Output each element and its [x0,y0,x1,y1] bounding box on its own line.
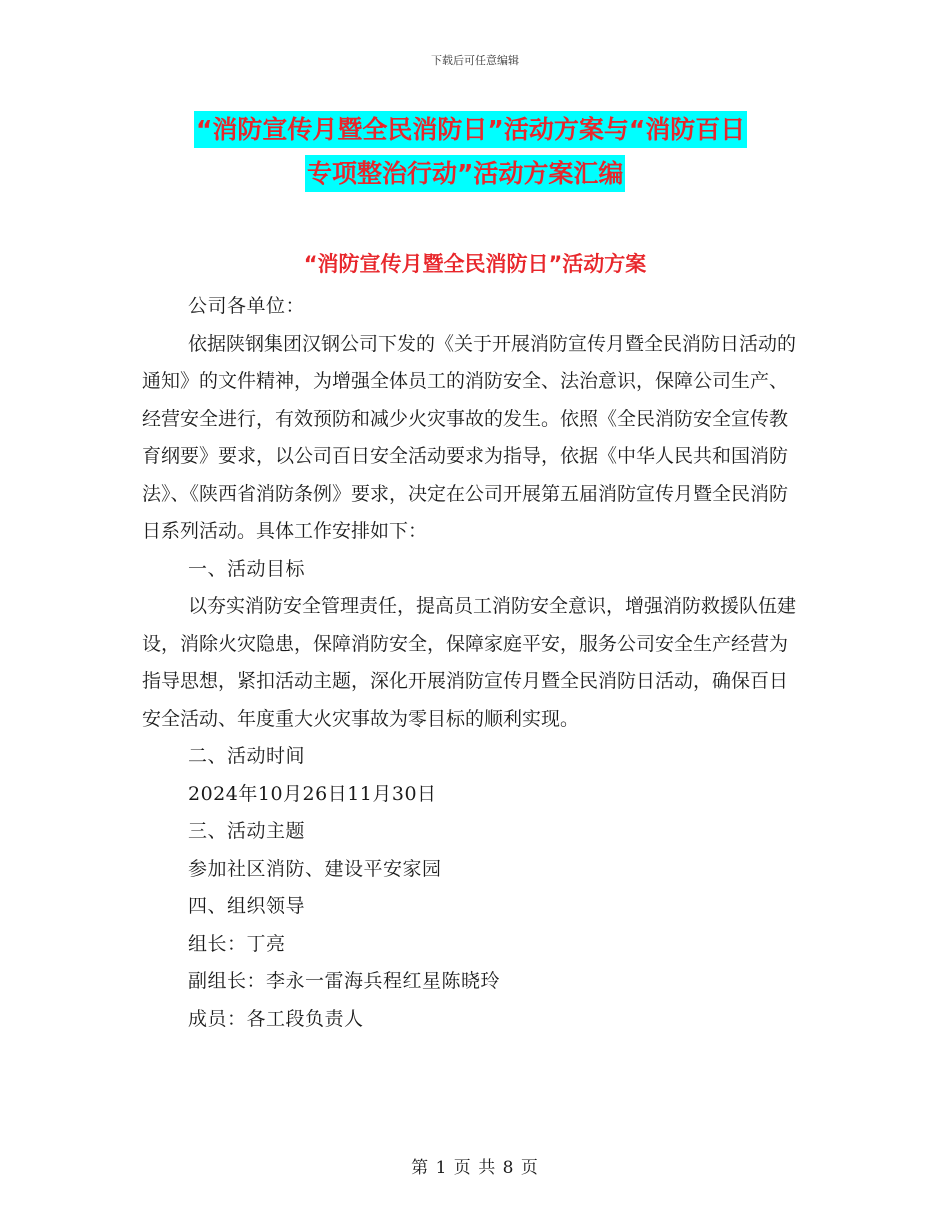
section-title: “消防宣传月暨全民消防日”活动方案 [303,252,647,276]
document-body [142,288,802,1038]
heading-time: 二、活动时间 [188,745,306,767]
heading-goals: 一、活动目标 [188,557,306,580]
deputy-leader-line: 副组长：李永一雷海兵程红星陈晓玲 [188,970,501,992]
goals-paragraph: 以夯实消防安全管理责任，提高员工消防安全意识，增强消防救援队伍建设，消除火灾隐患，保障消防安全，保障家庭平安，服务公司安全生产经营为指导思想，紧扣活动主题，深化开展消防宣传月暨全民消防日活动，确保百日安全活动、年度重大火灾事故为零目标的顺利实现。 [142,595,797,730]
theme-paragraph: 参加社区消防、建设平安家园 [188,857,442,880]
page-footer: 第 1 页 共 8 页 [411,1158,539,1178]
heading-leadership: 四、组织领导 [188,895,306,917]
salutation: 公司各单位： [188,295,306,317]
leader-line: 组长：丁亮 [188,932,286,955]
members-line: 成员：各工段负责人 [188,1007,364,1030]
header-note: 下载后可任意编辑 [431,54,519,67]
document-title-line-1 [194,110,747,146]
intro-paragraph: 依据陕钢集团汉钢公司下发的《关于开展消防宣传月暨全民消防日活动的通知》的文件精神，为增强全体员工的消防安全、法治意识，保障公司生产、经营安全进行，有效预防和减少火灾事故的发生。依照《全民消防安全宣传教育纲要》要求，以公司百日安全活动要求为指导，依据《中华人民共和国消防法》、《陕西省消防条例》要求，决定在公司开展第五届消防宣传月暨全民消防日系列活动。具体工作安排如下： [142,332,797,542]
title-highlight-1: “消防宣传月暨全民消防日”活动方案与“消防百日 [194,111,747,148]
document-title-line-2 [305,154,625,190]
time-paragraph: 2024年10月26日11月30日 [188,782,437,805]
heading-theme: 三、活动主题 [188,820,306,842]
title-highlight-2: 专项整治行动”活动方案汇编 [305,155,625,192]
